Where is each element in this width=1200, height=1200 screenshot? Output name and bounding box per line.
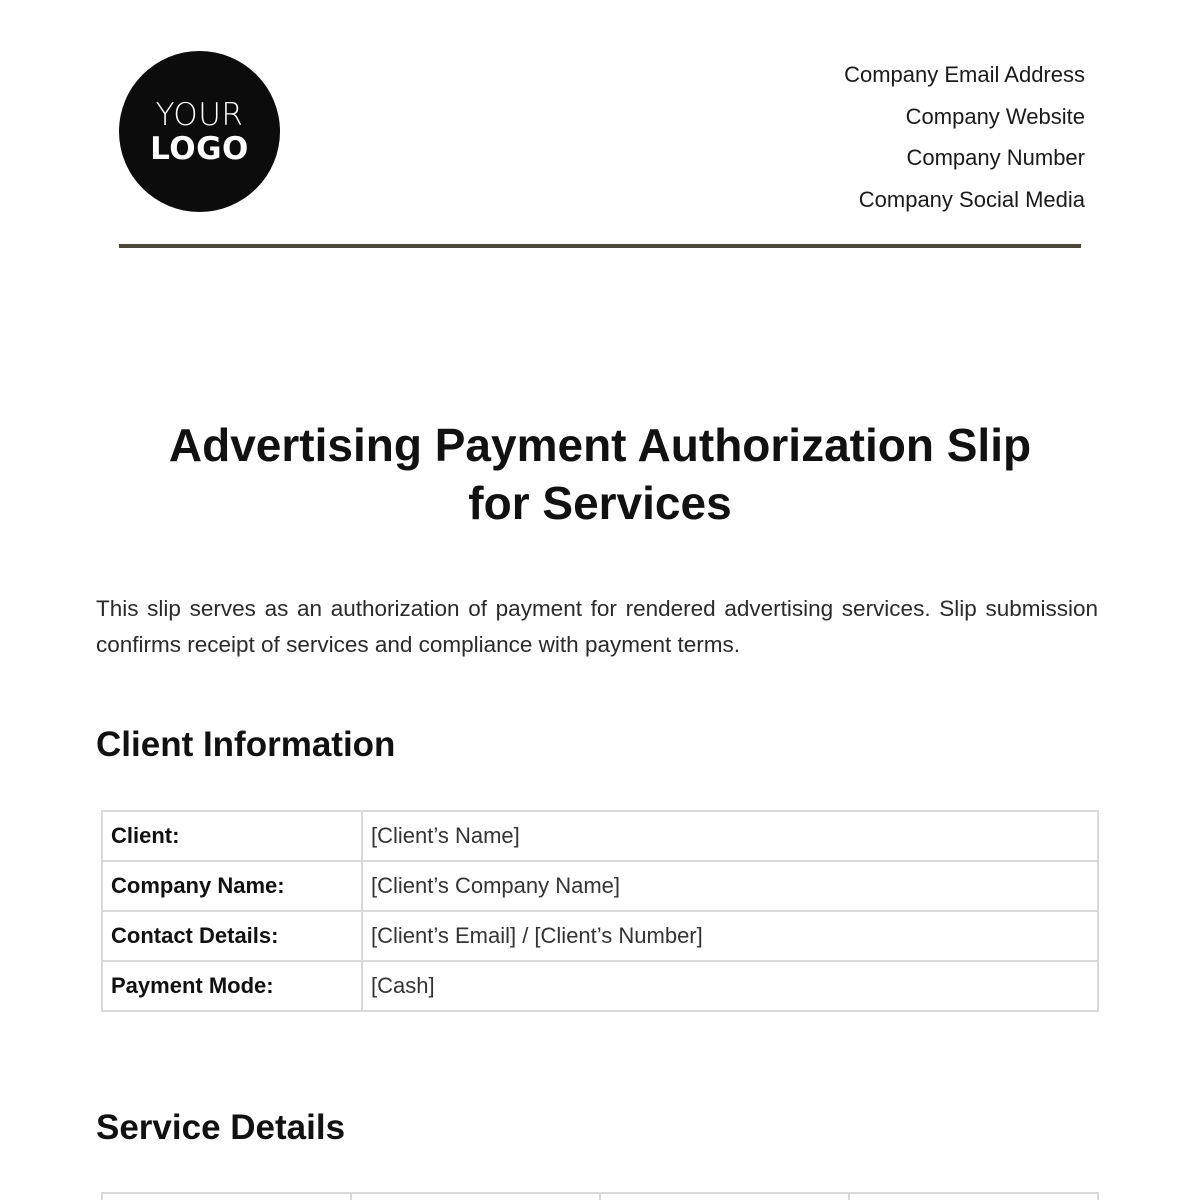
company-number: Company Number [906, 145, 1085, 170]
table-row [102, 961, 1098, 1011]
logo-text-logo: LOGO [150, 130, 249, 167]
table-row [102, 861, 1098, 911]
document-title-line2: for Services [468, 477, 732, 529]
table-row [102, 811, 1098, 861]
company-logo [119, 51, 280, 212]
contact-details-label: Contact Details: [102, 911, 362, 961]
client-label: Client: [102, 811, 362, 861]
table-column [101, 1194, 350, 1200]
document-title-line1: Advertising Payment Authorization Slip [168, 419, 1032, 471]
company-name-value: [Client’s Company Name] [362, 861, 1098, 911]
table-column [848, 1194, 1099, 1200]
client-information-table [101, 810, 1099, 1012]
intro-paragraph: This slip serves as an authorization of payment for rendered advertising services. Slip submission confirms receipt of services and compliance with payment terms. [96, 596, 1098, 657]
client-value: [Client’s Name] [362, 811, 1098, 861]
company-name-label: Company Name: [102, 861, 362, 911]
table-column [350, 1194, 599, 1200]
payment-mode-value: [Cash] [362, 961, 1098, 1011]
company-contact-block [844, 54, 1085, 220]
company-email: Company Email Address [844, 62, 1085, 87]
logo-text-your: YOUR [155, 96, 244, 133]
table-row [102, 911, 1098, 961]
document-title [100, 416, 1100, 532]
company-social-media: Company Social Media [858, 186, 1085, 212]
table-column [599, 1194, 848, 1200]
service-details-heading: Service Details [96, 1108, 346, 1147]
service-details-table [101, 1192, 1099, 1200]
header-divider [119, 244, 1081, 248]
contact-details-value: [Client’s Email] / [Client’s Number] [362, 911, 1098, 961]
company-website: Company Website [905, 103, 1085, 129]
client-information-heading: Client Information [96, 725, 396, 764]
payment-mode-label: Payment Mode: [102, 961, 362, 1011]
